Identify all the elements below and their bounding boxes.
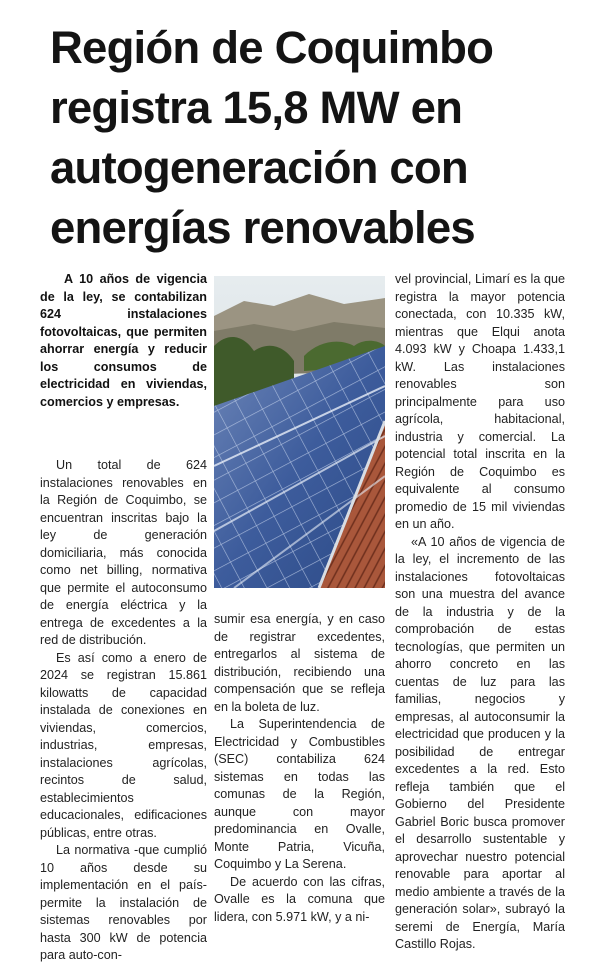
article-column-3 [395,271,565,954]
article-lead: A 10 años de vigencia de la ley, se contabilizan 624 instalaciones fotovoltaicas, que permiten ahorrar energía y reducir los consumos de electricidad en viviendas, comercios y empresas. [40,272,207,409]
article-headline [50,18,580,258]
body-paragraph: La normativa -que cumplió 10 años desde su implementación en el país- permite la instalación de sistemas renovables por hasta 300 kW de potencia para auto-con- [40,843,207,962]
article-column-2 [214,611,385,926]
quote-paragraph: «A 10 años de vigencia de la ley, el incremento de las instalaciones fotovoltaicas son una muestra del avance de la industria y de la comprobación de estas tecnologías, que permiten un ahorro concreto en las cuentas de luz para las familias, negocios y empresas, al autoconsumir la electricidad que producen y la posibilidad de entregar excedentes a la red. Esto refleja también que el Gobierno del Presidente Gabriel Boric busca promover el desarrollo sustentable y aprovechar nuestro potencial renovable para aportar al medio ambiente a través de la generación solar», subrayó la seremi de Energía, María Castillo Rojas. [395,534,565,951]
body-paragraph: La Superintendencia de Electricidad y Combustibles (SEC) contabiliza 624 sistemas en todas las comunas de la Región, aunque con mayor predominancia en Ovalle, Monte Patria, Vicuña, Coquimbo y La Serena. [214,717,385,871]
article-column-1 [40,271,207,965]
body-paragraph: De acuerdo con las cifras, Ovalle es la comuna que lidera, con 5.971 kW, y a ni- [214,874,385,924]
headline-line: registra 15,8 MW en [50,82,463,133]
headline-line: autogeneración con [50,142,468,193]
body-paragraph: Es así como a enero de 2024 se registran 15.861 kilowatts de capacidad instalada de conexiones en viviendas, comercios, industrias, empresas, instalaciones agrícolas, recintos de salud, establecimientos educacionales, edificaciones públicas, entre otras. [40,650,207,840]
headline-line: Región de Coquimbo [50,22,494,73]
headline-line: energías renovables [50,202,475,253]
body-paragraph: vel provincial, Limarí es la que registra la mayor potencia conectada, con 10.335 kW, mientras que Elqui anota 4.093 kW y Choapa 1.433,1 kW. Las instalaciones renovables son principalmente para uso agrícola, habitacional, industria y comercial. La potencial total inscrita en la Región de Coquimbo es equivalente al consumo promedio de 15 mil viviendas en un año. [395,272,565,531]
body-paragraph: Un total de 624 instalaciones renovables en la Región de Coquimbo, se encuentran inscritas bajo la ley de generación domiciliaria, más conocida como net billing, normativa que permite el autoconsumo de energía eléctrica y la entrega de excedentes a la red de distribución. [40,458,207,647]
body-paragraph: sumir esa energía, y en caso de registrar excedentes, entregarlos al sistema de distribución, recibiendo una compensación que se refleja en la boleta de luz. [214,612,385,714]
solar-panels-photo [214,276,385,588]
